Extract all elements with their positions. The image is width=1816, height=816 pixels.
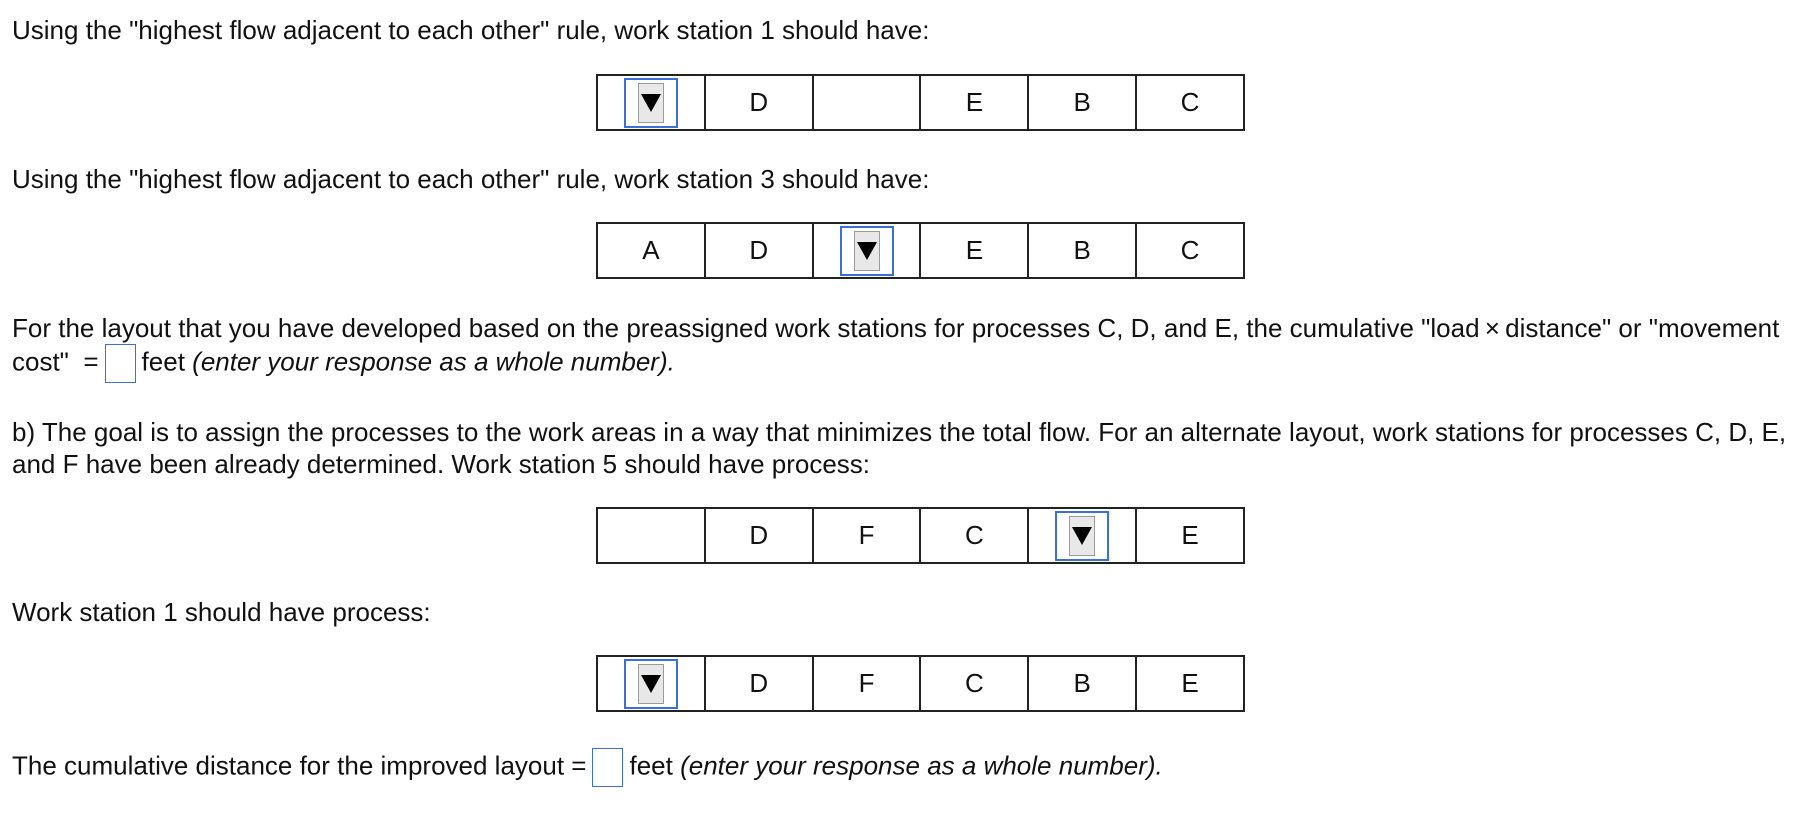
work-station-4: E [921, 224, 1029, 277]
work-station-3: F [814, 657, 922, 710]
work-station-1 [598, 509, 706, 562]
cumulative-distance-input[interactable] [592, 748, 623, 787]
work-station-5: B [1029, 76, 1137, 129]
work-station-5: B [1029, 657, 1137, 710]
movement-cost-label: For the layout that you have developed based on the preassigned work stations for processes C, D, and E, the cumulative "load × distance" or "movement cost" = [12, 313, 1780, 377]
work-station-1[interactable] [598, 76, 706, 129]
movement-cost-unit: feet [141, 346, 185, 377]
work-station-6: C [1180, 235, 1200, 265]
movement-cost-input[interactable] [105, 344, 136, 383]
question-alt-ws1-prompt: Work station 1 should have process: [12, 597, 431, 627]
cumulative-distance-label: The cumulative distance for the improved layout = [12, 750, 587, 781]
work-station-4: E [921, 76, 1029, 129]
work-station-5: B [1029, 224, 1137, 277]
work-station-4: C [921, 657, 1029, 710]
work-station-3[interactable] [814, 224, 922, 277]
layout-row-alt-ws1 [596, 655, 1245, 712]
work-station-1[interactable] [598, 657, 706, 710]
work-station-2: D [706, 657, 814, 710]
work-station-1-dropdown[interactable] [624, 659, 678, 709]
work-station-3-dropdown[interactable] [840, 226, 894, 276]
cumulative-distance-hint: (enter your response as a whole number). [680, 750, 1163, 781]
question-ws3-prompt: Using the "highest flow adjacent to each other" rule, work station 3 should have: [12, 164, 930, 194]
movement-cost-question [12, 312, 1807, 383]
work-station-2: D [706, 76, 814, 129]
work-station-6: E [1181, 668, 1199, 698]
movement-cost-hint: (enter your response as a whole number). [192, 346, 675, 377]
dropdown-arrow-icon [1072, 527, 1092, 545]
work-station-5[interactable] [1029, 509, 1137, 562]
work-station-6: E [1181, 520, 1199, 550]
layout-row-ws3 [596, 222, 1245, 279]
question-b-prompt: b) The goal is to assign the processes to the work areas in a way that minimizes the total flow. For an alternate layout, work stations for processes C, D, E, and F have been already determined. Work station 5 should have process: [12, 417, 1787, 479]
dropdown-arrow-icon [641, 94, 661, 112]
work-station-5-dropdown[interactable] [1055, 511, 1109, 561]
dropdown-arrow-icon [857, 242, 877, 260]
work-station-1: A [598, 224, 706, 277]
question-ws1-prompt: Using the "highest flow adjacent to each other" rule, work station 1 should have: [12, 15, 930, 45]
work-station-2: D [706, 509, 814, 562]
work-station-3: F [814, 509, 922, 562]
cumulative-distance-unit: feet [629, 750, 673, 781]
work-station-3 [814, 76, 922, 129]
dropdown-arrow-icon [641, 675, 661, 693]
cumulative-distance-question [12, 748, 1163, 787]
work-station-2: D [706, 224, 814, 277]
work-station-6: C [1180, 87, 1200, 117]
work-station-4: C [921, 509, 1029, 562]
layout-row-alt-ws5 [596, 507, 1245, 564]
layout-row-ws1 [596, 74, 1245, 131]
work-station-1-dropdown[interactable] [624, 78, 678, 128]
